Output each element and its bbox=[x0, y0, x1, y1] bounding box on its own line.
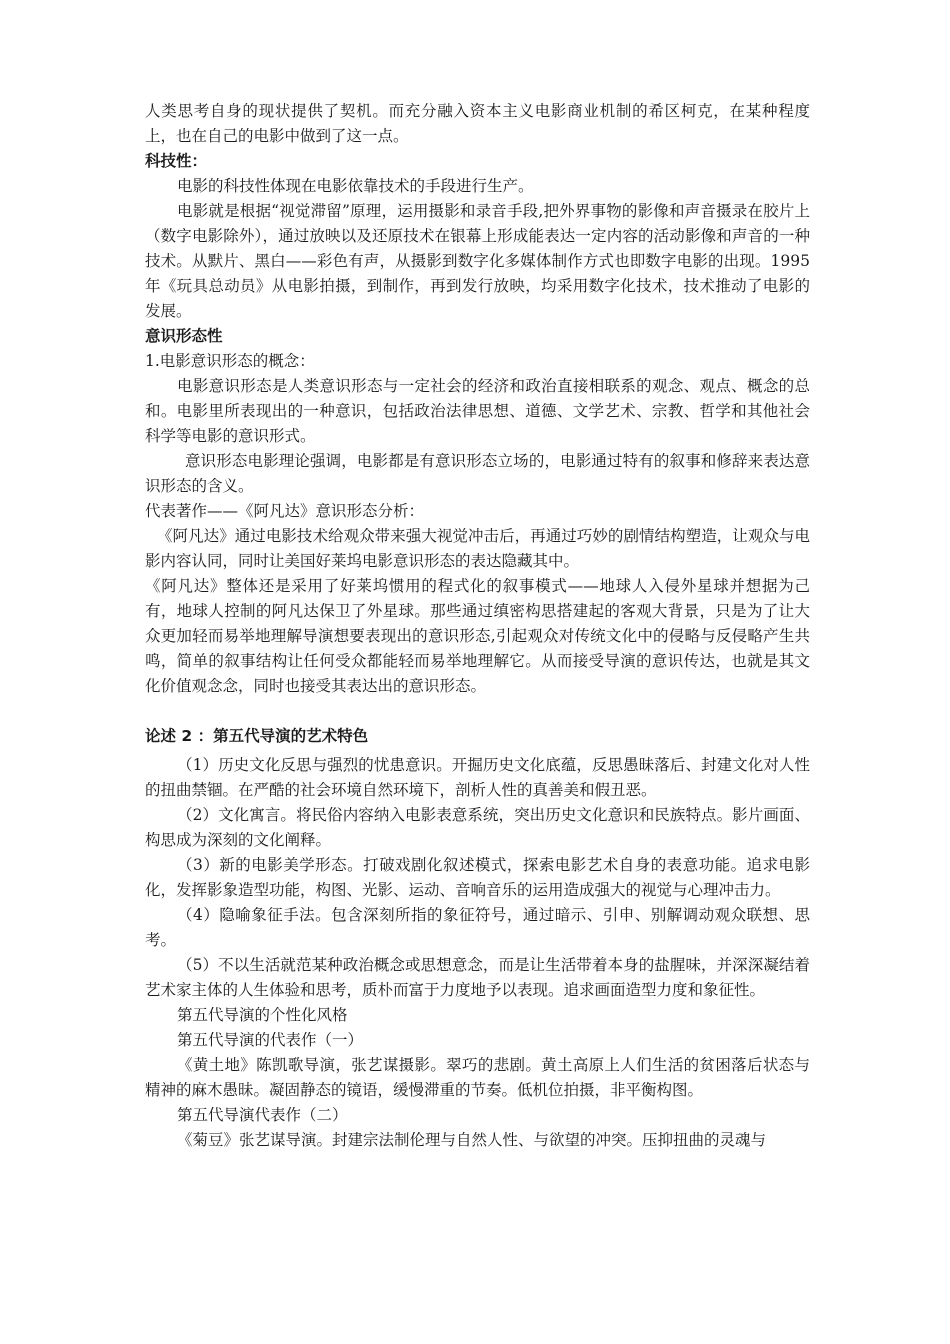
paragraph-style-title: 第五代导演的个性化风格 bbox=[177, 1006, 348, 1024]
list-item: （1）历史文化反思与强烈的忧患意识。开掘历史文化底蕴，反思愚昧落后、封建文化对人性的扭曲禁锢。在严酷的社会环境自然环境下，剖析人性的真善美和假丑恶。 bbox=[145, 756, 810, 799]
paragraph-ideology-2: 意识形态电影理论强调，电影都是有意识形态立场的，电影通过特有的叙事和修辞来表达意识形态的含义。 bbox=[145, 452, 810, 495]
heading-essay-2: 论述 2 ：第五代导演的艺术特色 bbox=[145, 727, 369, 745]
heading-ideology: 意识形态性 bbox=[145, 327, 223, 345]
paragraph-ideology-3: 代表著作——《阿凡达》意识形态分析： bbox=[145, 502, 425, 520]
paragraph-technology-2: 电影就是根据“视觉滞留”原理，运用摄影和录音手段,把外界事物的影像和声音摄录在胶片上（数字电影除外），通过放映以及还原技术在银幕上形成能表达一定内容的活动影像和声音的一种技术。从默片、黑白——彩色有声，从摄影到数字化多媒体制作方式也即数字电影的出现。1995 年《玩具总动员》从电影拍摄，到制作，再到发行放映，均采用数字化技术，技术推动了电影的发展。 bbox=[145, 202, 810, 320]
list-item: （2）文化寓言。将民俗内容纳入电影表意系统，突出历史文化意识和民族特点。影片画面、构思成为深刻的文化阐释。 bbox=[145, 806, 810, 849]
paragraph-ideology-4: 《阿凡达》通过电影技术给观众带来强大视觉冲击后，再通过巧妙的剧情结构塑造，让观众与电影内容认同，同时让美国好莱坞电影意识形态的表达隐藏其中。 bbox=[145, 527, 810, 570]
heading-technology: 科技性： bbox=[145, 152, 208, 170]
paragraph-rep2-text: 《菊豆》张艺谋导演。封建宗法制伦理与自然人性、与欲望的冲突。压抑扭曲的灵魂与 bbox=[177, 1131, 767, 1149]
text-column bbox=[145, 99, 810, 1153]
paragraph-rep1-title: 第五代导演的代表作（一） bbox=[177, 1031, 364, 1049]
list-item: （3）新的电影美学形态。打破戏剧化叙述模式，探索电影艺术自身的表意功能。追求电影化，发挥影象造型功能，构图、光影、运动、音响音乐的运用造成强大的视觉与心理冲击力。 bbox=[145, 856, 810, 899]
paragraph-rep1-text: 《黄土地》陈凯歌导演，张艺谋摄影。翠巧的悲剧。黄土高原上人们生活的贫困落后状态与精神的麻木愚昧。凝固静态的镜语，缓慢滞重的节奏。低机位拍摄，非平衡构图。 bbox=[145, 1056, 810, 1099]
paragraph-intro: 人类思考自身的现状提供了契机。而充分融入资本主义电影商业机制的希区柯克，在某种程度上，也在自己的电影中做到了这一点。 bbox=[145, 102, 810, 145]
paragraph-technology-1: 电影的科技性体现在电影依靠技术的手段进行生产。 bbox=[177, 177, 534, 195]
paragraph-ideology-1: 电影意识形态是人类意识形态与一定社会的经济和政治直接相联系的观念、观点、概念的总和。电影里所表现出的一种意识，包括政治法律思想、道德、文学艺术、宗教、哲学和其他社会科学等电影的意识形式。 bbox=[145, 377, 810, 445]
subheading-ideology-concept: 1.电影意识形态的概念： bbox=[145, 352, 315, 370]
paragraph-rep2-title: 第五代导演代表作（二） bbox=[177, 1106, 348, 1124]
paragraph-ideology-5: 《阿凡达》整体还是采用了好莱坞惯用的程式化的叙事模式——地球人入侵外星球并想据为己有，地球人控制的阿凡达保卫了外星球。那些通过缜密构思搭建起的客观大背景，只是为了让大众更加轻而易举地理解导演想要表现出的意识形态,引起观众对传统文化中的侵略与反侵略产生共鸣，简单的叙事结构让任何受众都能轻而易举地理解它。从而接受导演的意识传达，也就是其文化价值观念念，同时也接受其表达出的意识形态。 bbox=[145, 577, 810, 695]
list-item: （4）隐喻象征手法。包含深刻所指的象征符号，通过暗示、引申、别解调动观众联想、思考。 bbox=[145, 906, 810, 949]
spacer bbox=[145, 699, 810, 724]
list-item: （5）不以生活就范某种政治概念或思想意念，而是让生活带着本身的盐腥味，并深深凝结着艺术家主体的人生体验和思考，质朴而富于力度地予以表现。追求画面造型力度和象征性。 bbox=[145, 956, 810, 999]
